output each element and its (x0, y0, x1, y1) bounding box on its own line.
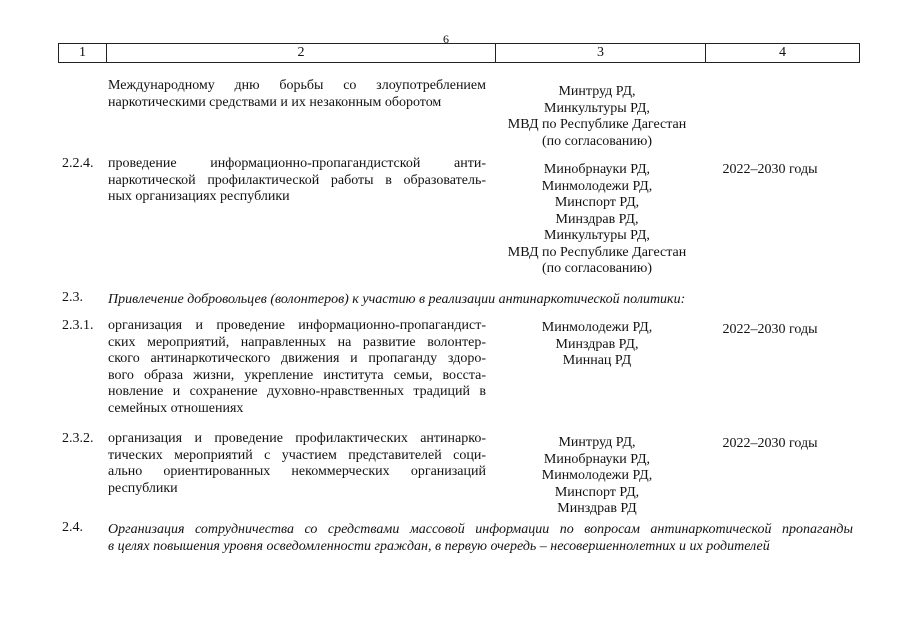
column-header-2: 2 (107, 44, 496, 62)
responsible-line: Минспорт РД, (554, 484, 640, 500)
section-title-line: Привлечение добровольцев (волонтеров) к участию в реализации антинаркотической политики: (108, 292, 686, 307)
row-231-responsible (492, 320, 702, 370)
description-line: ных организациях республики (108, 189, 290, 204)
description-line: республики (108, 480, 178, 496)
description-line: тических мероприятий с участием представителей соци- (108, 447, 486, 463)
responsible-line: Минздрав РД (557, 501, 637, 516)
responsible-line: МВД по Республике Дагестан (507, 117, 687, 132)
row-number: 2.3.2. (62, 431, 94, 446)
responsible-line: Минкультуры РД, (544, 228, 650, 243)
responsible-line: Минкультуры РД, (544, 100, 650, 116)
description-line: организация и проведение профилактических антинарко- (108, 431, 486, 446)
row-231-term: 2022–2030 годы (722, 322, 818, 337)
responsible-line: Минобрнауки РД, (543, 162, 651, 177)
row-224-term: 2022–2030 годы (722, 162, 818, 177)
section-number: 2.3. (62, 290, 83, 305)
description-line: семейных отношениях (108, 400, 244, 416)
section-number: 2.4. (62, 520, 83, 535)
responsible-line: Минздрав РД, (555, 336, 639, 352)
responsible-line: (по согласованию) (541, 133, 653, 149)
section-title-line: в целях повышения уровня осведомленности граждан, в первую очередь – несовершеннолетних и их родителей (108, 538, 770, 554)
responsible-line: Минспорт РД, (554, 195, 640, 210)
responsible-line: Минздрав РД, (555, 211, 639, 227)
responsible-line: Минтруд РД, (558, 84, 636, 99)
section-24-title (108, 522, 853, 555)
description-line: вого образа жизни, укрепление института семьи, восста- (108, 367, 486, 383)
row-224-responsible (492, 162, 702, 278)
column-header-4: 4 (779, 45, 786, 60)
row-continuation-responsible (492, 84, 702, 150)
row-232-term: 2022–2030 годы (722, 436, 818, 451)
section-23-title (108, 292, 853, 309)
responsible-line: Миннац РД (562, 353, 632, 368)
responsible-line: МВД по Республике Дагестан (507, 244, 687, 260)
description-line: ально ориентированных некоммерческих организаций (108, 464, 486, 479)
page-number: 6 (443, 32, 449, 46)
description-line: новление и сохранение духовно-нравственных традиций в (108, 384, 486, 399)
description-line: организация и проведение информационно-пропагандист- (108, 318, 486, 333)
description-line: ского антинаркотического движения и пропаганду здоро- (108, 351, 486, 366)
description-line: Международному дню борьбы со злоупотреблением (108, 78, 486, 93)
row-continuation-description (108, 78, 486, 111)
section-title-line: Организация сотрудничества со средствами массовой информации по вопросам антинаркотической пропаганды (108, 522, 853, 537)
description-line: проведение информационно-пропагандистской анти- (108, 156, 486, 171)
row-232-responsible (492, 435, 702, 518)
responsible-line: Минмолодежи РД, (541, 320, 653, 335)
row-232-description (108, 431, 486, 497)
responsible-line: Минмолодежи РД, (541, 178, 653, 194)
row-231-description (108, 318, 486, 417)
responsible-line: Минмолодежи РД, (541, 468, 653, 483)
responsible-line: Минобрнауки РД, (543, 451, 651, 467)
description-line: наркотическими средствами и их незаконным оборотом (108, 94, 442, 110)
row-224-description (108, 156, 486, 206)
column-header-1: 1 (59, 44, 107, 62)
row-number: 2.3.1. (62, 318, 94, 333)
responsible-line: Минтруд РД, (558, 435, 636, 450)
column-header-3: 3 (496, 44, 706, 62)
column-header-row (58, 43, 860, 63)
row-number: 2.2.4. (62, 156, 94, 171)
responsible-line: (по согласованию) (541, 261, 653, 276)
description-line: наркотической профилактической работы в образователь- (108, 172, 486, 188)
description-line: ских мероприятий, направленных на развитие волонтер- (108, 334, 486, 350)
